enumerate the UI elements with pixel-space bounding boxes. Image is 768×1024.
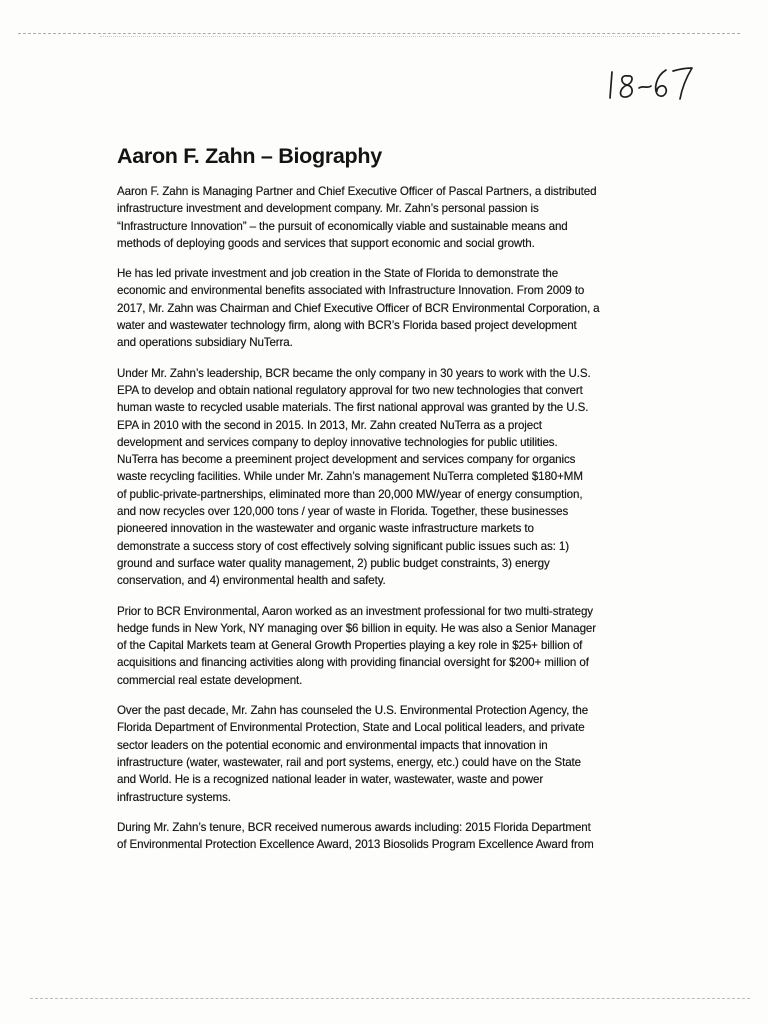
bio-paragraph-bcr-leadership bbox=[117, 365, 655, 590]
text-line: sector leaders on the potential economic and environmental impacts that innovation in bbox=[117, 738, 548, 752]
bio-paragraph-intro bbox=[117, 183, 655, 252]
text-line: Over the past decade, Mr. Zahn has counseled the U.S. Environmental Protection Agency, the bbox=[117, 704, 589, 718]
text-line: and World. He is a recognized national leader in water, wastewater, waste and power bbox=[117, 773, 544, 787]
text-line: economic and environmental benefits associated with Infrastructure Innovation. From 2009 to bbox=[117, 284, 585, 298]
document-body bbox=[117, 183, 655, 866]
text-line: 2017, Mr. Zahn was Chairman and Chief Executive Officer of BCR Environmental Corporation, a bbox=[117, 301, 600, 315]
bio-paragraph-prior-experience bbox=[117, 603, 655, 689]
text-line: and now recycles over 120,000 tons / year of waste in Florida. Together, these businesses bbox=[117, 505, 569, 519]
text-line: He has led private investment and job creation in the State of Florida to demonstrate the bbox=[117, 267, 559, 281]
scan-edge-top-faint bbox=[100, 36, 660, 37]
text-line: of the Capital Markets team at General Growth Properties playing a key role in $25+ billion of bbox=[117, 639, 583, 653]
text-line: and operations subsidiary NuTerra. bbox=[117, 336, 293, 350]
text-line: water and wastewater technology firm, along with BCR’s Florida based project development bbox=[117, 319, 577, 333]
text-line: “Infrastructure Innovation” – the pursuit of economically viable and sustainable means and bbox=[117, 219, 568, 233]
text-line: commercial real estate development. bbox=[117, 673, 303, 687]
text-line: waste recycling facilities. While under Mr. Zahn’s management NuTerra completed $180+MM bbox=[117, 470, 583, 484]
text-line: EPA in 2010 with the second in 2015. In 2013, Mr. Zahn created NuTerra as a project bbox=[117, 418, 542, 432]
bio-paragraph-awards bbox=[117, 819, 655, 854]
text-line: hedge funds in New York, NY managing over $6 billion in equity. He was also a Senior Manager bbox=[117, 621, 596, 635]
text-line: During Mr. Zahn’s tenure, BCR received numerous awards including: 2015 Florida Department bbox=[117, 820, 591, 834]
text-line: infrastructure systems. bbox=[117, 790, 231, 804]
scan-edge-bottom bbox=[30, 998, 750, 999]
text-line: human waste to recycled usable materials. The first national approval was granted by the U.S. bbox=[117, 401, 589, 415]
text-line: Aaron F. Zahn is Managing Partner and Chief Executive Officer of Pascal Partners, a distributed bbox=[117, 185, 597, 198]
text-line: Under Mr. Zahn’s leadership, BCR became the only company in 30 years to work with the U.S. bbox=[117, 366, 591, 380]
text-line: of Environmental Protection Excellence Award, 2013 Biosolids Program Excellence Award from bbox=[117, 838, 594, 852]
text-line: infrastructure (water, wastewater, rail and port systems, energy, etc.) could have on the State bbox=[117, 755, 581, 769]
text-line: EPA to develop and obtain national regulatory approval for two new technologies that convert bbox=[117, 383, 583, 397]
text-line: pioneered innovation in the wastewater and organic waste infrastructure markets to bbox=[117, 522, 534, 536]
text-line: development and services company to deploy innovative technologies for public utilities. bbox=[117, 435, 558, 449]
text-line: of public-private-partnerships, eliminated more than 20,000 MW/year of energy consumption, bbox=[117, 487, 583, 501]
bio-paragraph-counsel bbox=[117, 702, 655, 806]
text-line: demonstrate a success story of cost effectively solving significant public issues such as: 1) bbox=[117, 539, 569, 553]
document-title: Aaron F. Zahn – Biography bbox=[117, 144, 382, 168]
bio-paragraph-florida bbox=[117, 265, 655, 351]
text-line: methods of deploying goods and services that support economic and social growth. bbox=[117, 236, 535, 250]
text-line: NuTerra has become a preeminent project development and services company for organics bbox=[117, 453, 576, 467]
handwritten-page-number bbox=[606, 58, 702, 108]
scan-edge-top bbox=[18, 33, 740, 34]
text-line: acquisitions and financing activities along with providing financial oversight for $200+ million of bbox=[117, 656, 589, 670]
text-line: conservation, and 4) environmental health and safety. bbox=[117, 574, 386, 588]
text-line: Florida Department of Environmental Protection, State and Local political leaders, and private bbox=[117, 721, 585, 735]
text-line: ground and surface water quality management, 2) public budget constraints, 3) energy bbox=[117, 556, 550, 570]
text-line: infrastructure investment and development company. Mr. Zahn’s personal passion is bbox=[117, 202, 539, 216]
text-line: Prior to BCR Environmental, Aaron worked as an investment professional for two multi-strategy bbox=[117, 604, 593, 618]
